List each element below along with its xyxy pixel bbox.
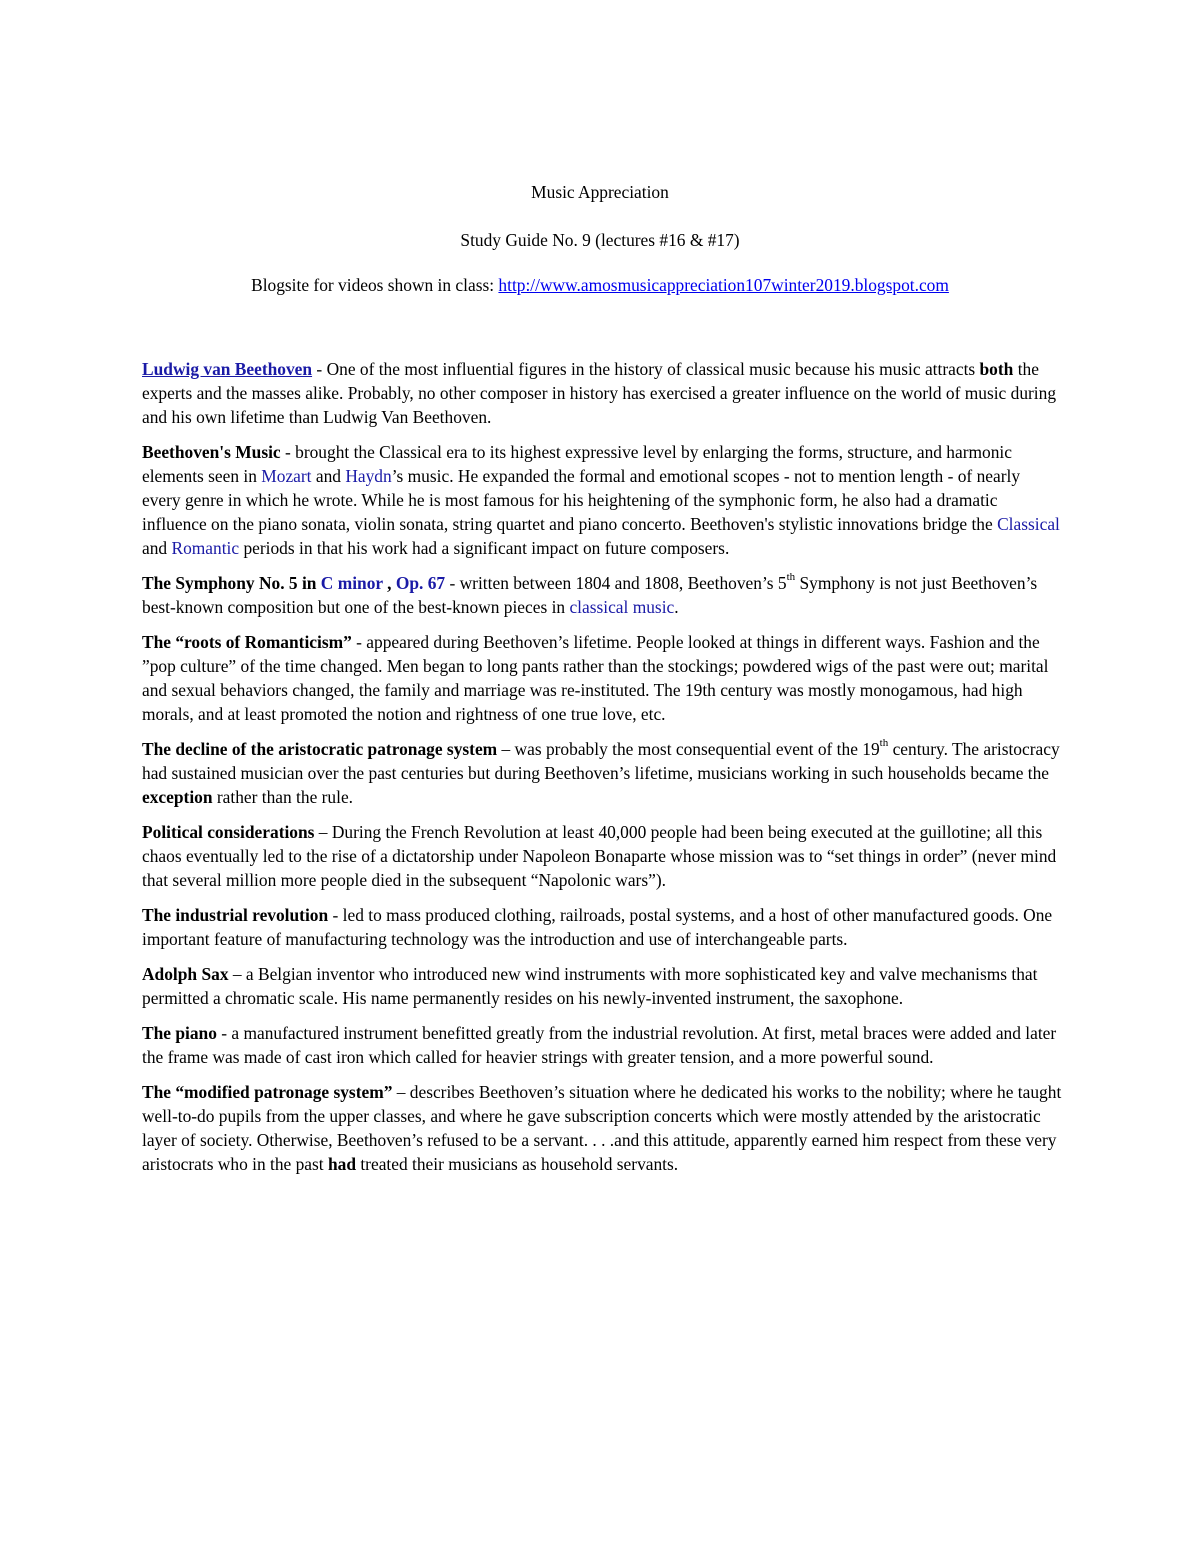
- entry-text: and: [311, 466, 346, 486]
- entry-text: rather than the rule.: [212, 787, 354, 807]
- romantic-link[interactable]: Romantic: [171, 538, 240, 558]
- blogsite-line: [0, 273, 1200, 297]
- entry-term: The piano: [142, 1023, 217, 1043]
- entry-text: treated their musicians as household servants.: [356, 1154, 679, 1174]
- classical-link[interactable]: Classical: [997, 514, 1060, 534]
- superscript-th: th: [786, 571, 796, 584]
- entry-text: periods in that his work had a significant impact on future composers.: [239, 538, 730, 558]
- entry-term: The “modified patronage system”: [142, 1082, 393, 1102]
- entry-text: and: [142, 538, 172, 558]
- entry-term: Adolph Sax: [142, 964, 229, 984]
- entry-text: - led to mass produced clothing, railroads, postal systems, and a host of other manufactured goods. One important feature of manufacturing technology was the introduction and use of interchangeable parts.: [142, 905, 1053, 949]
- entry-roots-of-romanticism: [142, 630, 1062, 726]
- entry-adolph-sax: [142, 962, 1062, 1010]
- entry-text: - written between 1804 and 1808, Beethoven’s 5: [445, 573, 787, 593]
- entry-term: Political considerations: [142, 822, 315, 842]
- study-guide-body: [142, 357, 1062, 1187]
- document-title: Music Appreciation: [531, 182, 669, 202]
- entry-text: - One of the most influential figures in the history of classical music because his music attracts: [312, 359, 980, 379]
- c-minor-link[interactable]: C minor: [320, 573, 383, 593]
- entry-decline-patronage: [142, 737, 1062, 809]
- emphasis-exception: exception: [142, 787, 213, 807]
- entry-text: ’s music. He expanded the formal and emotional scopes - not to mention length - of nearly every genre in which he wrote. While he is most famous for his heightening of the symphonic form, he also had a dramatic influence on the piano sonata, violin sonata, string quartet and piano concerto. Beethoven's stylistic innovations bridge the: [142, 466, 1021, 534]
- superscript-th: th: [879, 737, 889, 750]
- entry-term: The decline of the aristocratic patronage system: [142, 739, 498, 759]
- blogsite-label: Blogsite for videos shown in class:: [251, 275, 499, 295]
- entry-beethoven: [142, 357, 1062, 429]
- entry-industrial-revolution: [142, 903, 1062, 951]
- entry-text: - brought the Classical era to its highest expressive level by enlarging the forms, structure, and harmonic elements seen in: [142, 442, 1012, 486]
- op-67-link[interactable]: Op. 67: [395, 573, 446, 593]
- mozart-link[interactable]: Mozart: [261, 466, 312, 486]
- entry-term: The “roots of Romanticism”: [142, 632, 352, 652]
- entry-text: century. The aristocracy had sustained musician over the past centuries but during Beethoven’s lifetime, musicians working in such households became the: [142, 739, 1060, 783]
- entry-text: – describes Beethoven’s situation where he dedicated his works to the nobility; where he taught well-to-do pupils from the upper classes, and where he gave subscription concerts which were mostly attended by the aristocratic layer of society. Otherwise, Beethoven’s refused to be a servant. . . .and this attitude, apparently earned him respect from these very aristocrats who in the past: [142, 1082, 1062, 1174]
- entry-modified-patronage: [142, 1080, 1062, 1176]
- emphasis-both: both: [979, 359, 1014, 379]
- classical-music-link[interactable]: classical music: [569, 597, 675, 617]
- beethoven-link[interactable]: Ludwig van Beethoven: [142, 359, 313, 379]
- entry-term: The industrial revolution: [142, 905, 329, 925]
- emphasis-had: had: [327, 1154, 356, 1174]
- entry-term: The Symphony No. 5 in: [142, 573, 321, 593]
- entry-text: – was probably the most consequential event of the 19: [497, 739, 880, 759]
- document-subtitle: Study Guide No. 9 (lectures #16 & #17): [460, 230, 740, 250]
- entry-text: the experts and the masses alike. Probably, no other composer in history has exercised a greater influence on the world of music during and his own lifetime than Ludwig Van Beethoven.: [142, 359, 1057, 427]
- entry-text: – a Belgian inventor who introduced new wind instruments with more sophisticated key and valve mechanisms that permitted a chromatic scale. His name permanently resides on his newly-invented instrument, the saxophone.: [142, 964, 1038, 1008]
- entry-text: .: [674, 597, 679, 617]
- entry-term: Beethoven's Music: [142, 442, 281, 462]
- entry-symphony-5: [142, 571, 1062, 619]
- entry-text: - a manufactured instrument benefitted greatly from the industrial revolution. At first, metal braces were added and later the frame was made of cast iron which called for heavier strings with greater tension, and a more powerful sound.: [142, 1023, 1057, 1067]
- haydn-link[interactable]: Haydn: [345, 466, 392, 486]
- entry-text: – During the French Revolution at least 40,000 people had been being executed at the guillotine; all this chaos eventually led to the rise of a dictatorship under Napoleon Bonaparte whose mission was to “set things in order” (never mind that several million more people died in the subsequent “Napolonic wars”).: [142, 822, 1057, 890]
- entry-political-considerations: [142, 820, 1062, 892]
- entry-the-piano: [142, 1021, 1062, 1069]
- entry-text: Symphony is not just Beethoven’s best-known composition but one of the best-known pieces in: [142, 573, 1038, 617]
- entry-beethovens-music: [142, 440, 1062, 560]
- blogsite-link[interactable]: http://www.amosmusicappreciation107winter2019.blogspot.com: [498, 275, 949, 295]
- entry-term-sep: ,: [382, 573, 396, 593]
- entry-text: - appeared during Beethoven’s lifetime. People looked at things in different ways. Fashion and the ”pop culture” of the time changed. Men began to long pants rather than the stockings; powdered wigs of the past were out; marital and sexual behaviors changed, the family and marriage was re-instituted. The 19th century was mostly monogamous, had high morals, and at least promoted the notion and rightness of one true love, etc.: [142, 632, 1049, 724]
